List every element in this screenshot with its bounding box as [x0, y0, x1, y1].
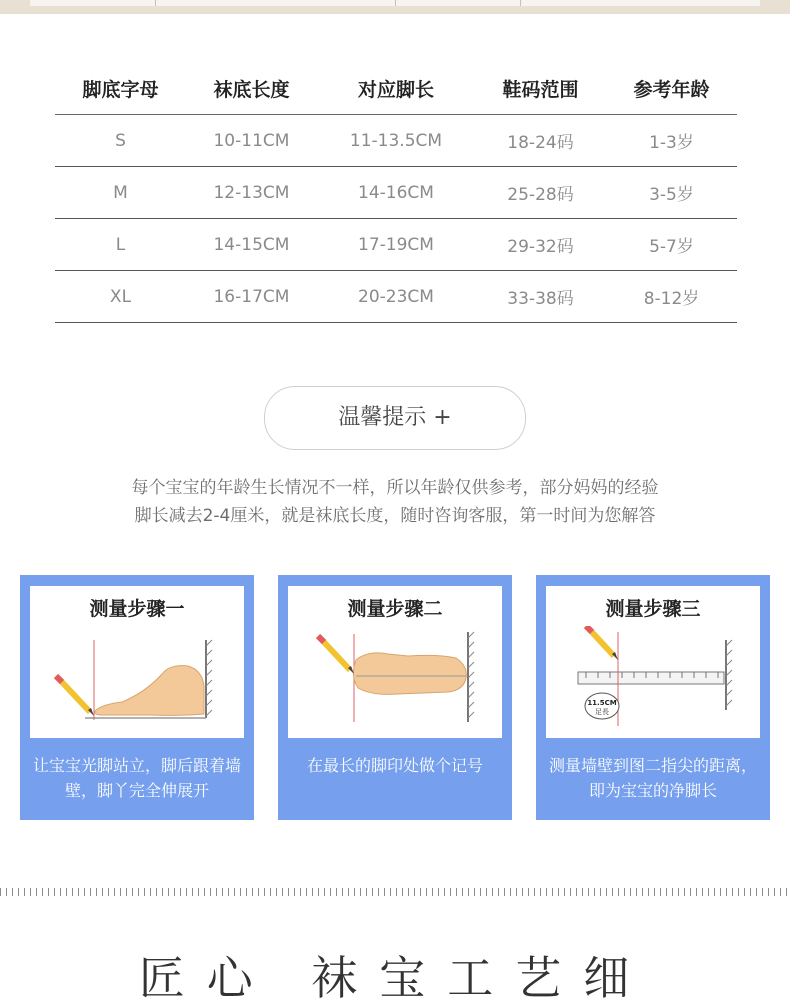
- cell-foot-length: 14-16CM: [317, 167, 475, 219]
- header-sock-length: 袜底长度: [186, 62, 317, 115]
- step-1-caption: 让宝宝光脚站立，脚后跟着墙壁，脚丫完全伸展开: [32, 756, 241, 800]
- cell-shoe-size: 18-24码: [475, 115, 606, 167]
- step-2-caption: 在最长的脚印处做个记号: [306, 756, 483, 775]
- cell-age: 5-7岁: [606, 219, 737, 271]
- step-card-1: [20, 575, 254, 820]
- foot-standing-illustration: [30, 626, 244, 738]
- tip-line-1: 每个宝宝的年龄生长情况不一样，所以年龄仅供参考，部分妈妈的经验: [131, 478, 659, 498]
- top-image-fragment: [30, 0, 760, 6]
- ruler-measure-illustration: [546, 626, 760, 738]
- size-table-header-row: [55, 62, 737, 115]
- table-row: [55, 271, 737, 323]
- step-3-caption: 测量墙壁到图二指尖的距离，即为宝宝的净脚长: [548, 756, 757, 800]
- step-1-title: 测量步骤一: [89, 598, 185, 620]
- step-3-illustration-panel: [546, 586, 760, 738]
- cell-sock-length: 10-11CM: [186, 115, 317, 167]
- cell-letter: S: [55, 115, 186, 167]
- table-row: [55, 167, 737, 219]
- step-2-illustration-panel: [288, 586, 502, 738]
- header-age: 参考年龄: [606, 62, 737, 115]
- step-3-title: 测量步骤三: [605, 598, 701, 620]
- cell-sock-length: 12-13CM: [186, 167, 317, 219]
- strip-divider: [155, 0, 156, 6]
- cell-sock-length: 14-15CM: [186, 219, 317, 271]
- footprint-mark-illustration: [288, 626, 502, 738]
- cell-foot-length: 17-19CM: [317, 219, 475, 271]
- table-row: [55, 219, 737, 271]
- strip-divider: [520, 0, 521, 6]
- table-row: [55, 115, 737, 167]
- warm-tips-button[interactable]: 温馨提示 +: [264, 386, 526, 450]
- cell-shoe-size: 25-28码: [475, 167, 606, 219]
- tip-line-2: 脚长减去2-4厘米，就是袜底长度，随时咨询客服，第一时间为您解答: [134, 506, 656, 526]
- step-1-illustration-panel: [30, 586, 244, 738]
- ruler-label-value: 11.5CM: [587, 699, 617, 707]
- section-heading: 匠心 袜宝工艺细: [138, 951, 652, 1005]
- step-2-title: 测量步骤二: [347, 598, 443, 620]
- cell-age: 1-3岁: [606, 115, 737, 167]
- cell-foot-length: 20-23CM: [317, 271, 475, 323]
- top-image-strip: [0, 0, 790, 14]
- cell-sock-length: 16-17CM: [186, 271, 317, 323]
- dashed-divider: [0, 888, 790, 896]
- cell-shoe-size: 33-38码: [475, 271, 606, 323]
- cell-age: 8-12岁: [606, 271, 737, 323]
- cell-letter: XL: [55, 271, 186, 323]
- step-card-3: [536, 575, 770, 820]
- cell-foot-length: 11-13.5CM: [317, 115, 475, 167]
- cell-age: 3-5岁: [606, 167, 737, 219]
- ruler-label-unit: 足長: [595, 708, 609, 716]
- strip-divider: [395, 0, 396, 6]
- cell-letter: L: [55, 219, 186, 271]
- header-sole-letter: 脚底字母: [55, 62, 186, 115]
- cell-letter: M: [55, 167, 186, 219]
- header-shoe-size: 鞋码范围: [475, 62, 606, 115]
- tip-description: [0, 474, 790, 530]
- header-foot-length: 对应脚长: [317, 62, 475, 115]
- size-chart-table: [55, 62, 737, 323]
- cell-shoe-size: 29-32码: [475, 219, 606, 271]
- step-card-2: [278, 575, 512, 820]
